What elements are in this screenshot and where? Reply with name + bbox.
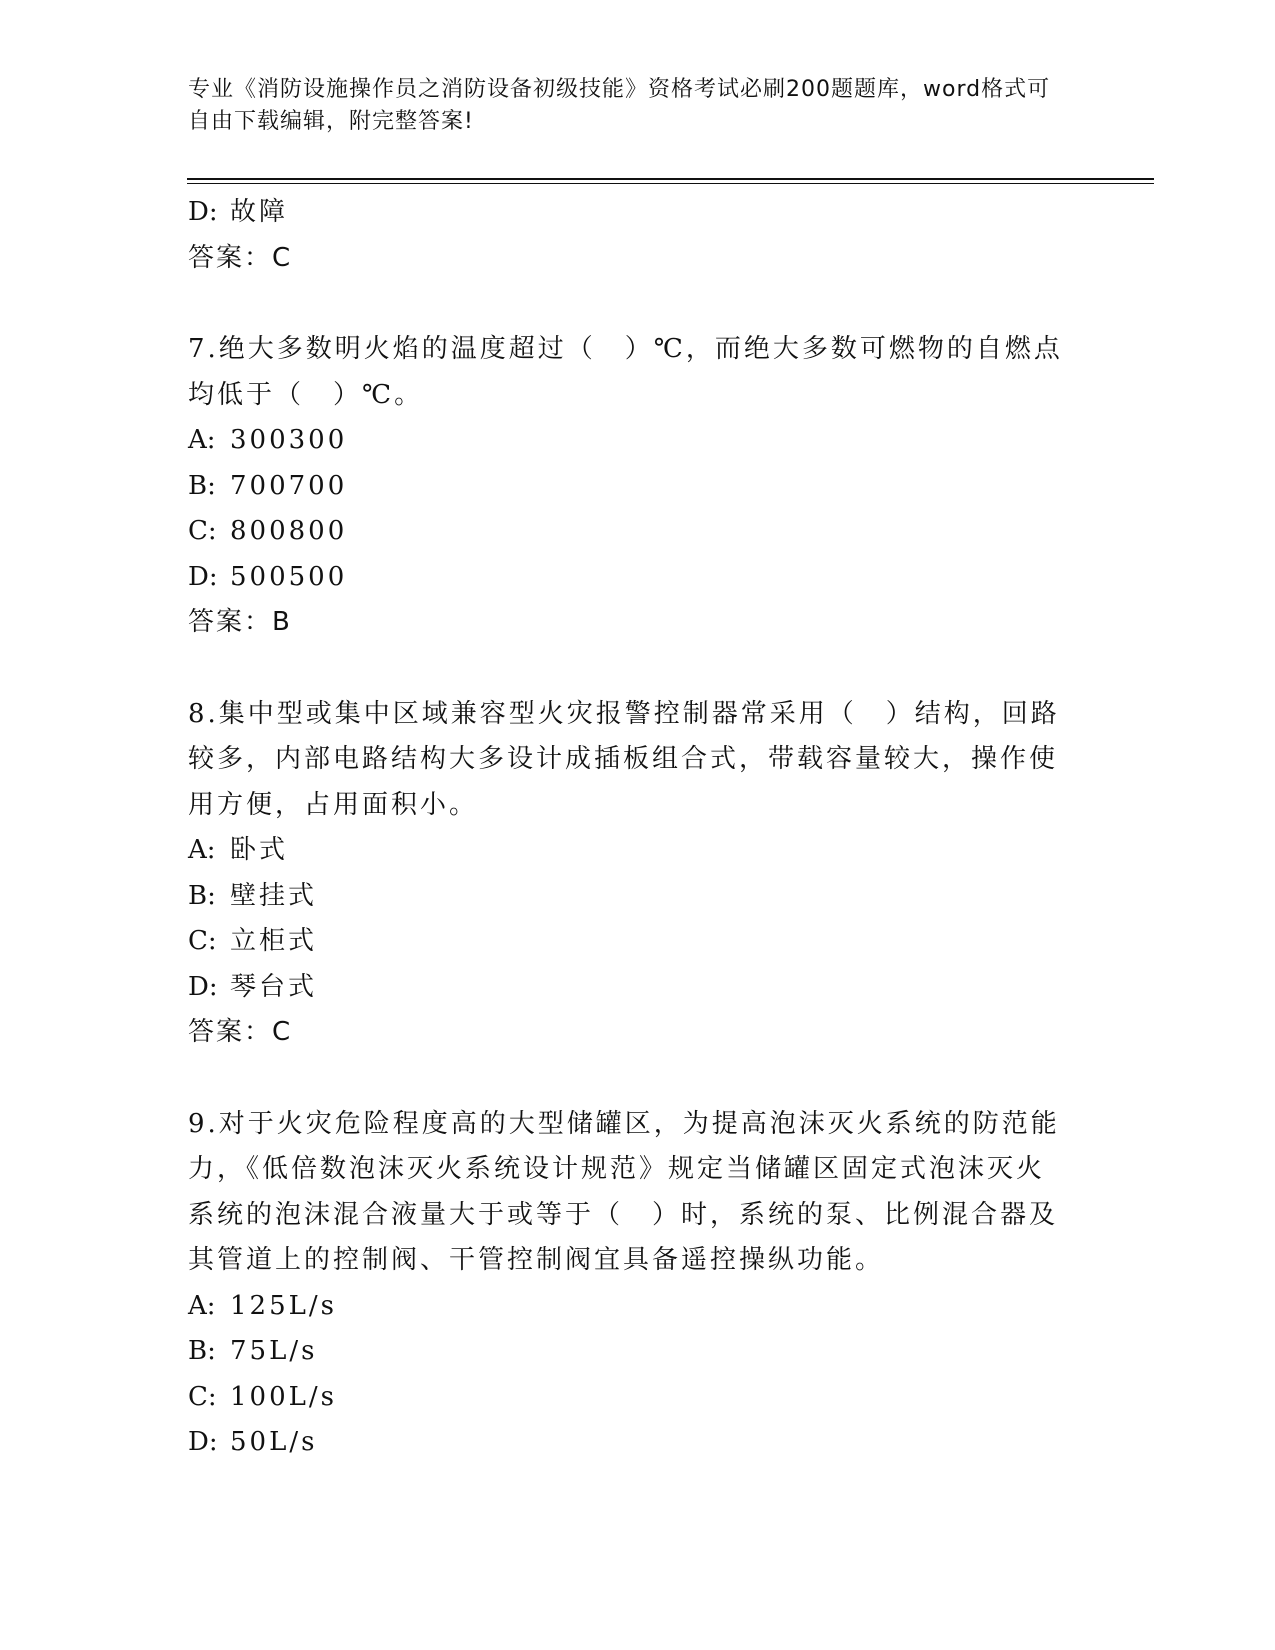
q8-option-d-text: 琴台式 bbox=[230, 971, 318, 1002]
q9-option-b-text: 75L/s bbox=[230, 1336, 318, 1366]
q7-option-c-label: C: bbox=[188, 516, 217, 546]
q9-option-a bbox=[188, 1284, 1068, 1330]
question-content bbox=[188, 190, 1068, 1466]
q8-option-d-label: D: bbox=[188, 971, 218, 1002]
q9-option-d bbox=[188, 1420, 1068, 1466]
q8-option-c bbox=[188, 919, 1068, 965]
q8-stem: 8.集中型或集中区域兼容型火灾报警控制器常采用（ ）结构，回路较多，内部电路结构大多设计成插板组合式，带载容量较大，操作使用方便，占用面积小。 bbox=[188, 698, 1060, 820]
q8-option-c-text: 立柜式 bbox=[230, 926, 318, 956]
q7-answer: 答案：B bbox=[188, 607, 292, 637]
q9-stem: 9.对于火灾危险程度高的大型储罐区，为提高泡沫灭火系统的防范能力，《低倍数泡沫灭火系统设计规范》规定当储罐区固定式泡沫灭火系统的泡沫混合液量大于或等于（ ）时，系统的泵、比例混合器及其管道上的控制阀、干管控制阀宜具备遥控操纵功能。 bbox=[188, 1108, 1060, 1275]
q7-option-d-label: D: bbox=[188, 561, 218, 592]
q6-option-d-label: D: bbox=[188, 197, 218, 227]
q9-option-b bbox=[188, 1329, 1068, 1375]
q9-option-c-text: 100L/s bbox=[230, 1381, 337, 1412]
q8-option-d bbox=[188, 965, 1068, 1011]
q6-option-d-text: 故障 bbox=[230, 197, 289, 227]
q8-option-b-text: 壁挂式 bbox=[230, 880, 318, 911]
header-divider-thick bbox=[187, 178, 1154, 180]
header-divider-thin bbox=[187, 183, 1154, 184]
document-header: 专业《消防设施操作员之消防设备初级技能》资格考试必刷200题题库，word格式可自由下载编辑，附完整答案! bbox=[188, 77, 1051, 134]
q7-option-b-text: 700700 bbox=[230, 470, 348, 501]
q7-option-a-text: 300300 bbox=[230, 425, 348, 455]
q6-answer: 答案：C bbox=[188, 242, 293, 273]
q9-option-a-label: A: bbox=[188, 1290, 216, 1321]
q8-answer: 答案：C bbox=[188, 1017, 293, 1047]
q9-option-b-label: B: bbox=[188, 1336, 216, 1366]
q7-stem: 7.绝大多数明火焰的温度超过（ ）℃，而绝大多数可燃物的自燃点均低于（ ）℃。 bbox=[188, 334, 1063, 410]
q7-option-d bbox=[188, 555, 1068, 601]
q7-option-a bbox=[188, 418, 1068, 464]
q7-option-a-label: A: bbox=[188, 425, 216, 455]
q7-option-b bbox=[188, 464, 1068, 510]
q8-option-c-label: C: bbox=[188, 926, 217, 956]
q7-option-b-label: B: bbox=[188, 470, 216, 501]
q7-option-d-text: 500500 bbox=[230, 561, 348, 592]
q9-option-d-text: 50L/s bbox=[230, 1427, 318, 1457]
q8-option-a bbox=[188, 828, 1068, 874]
q9-option-c-label: C: bbox=[188, 1381, 217, 1412]
q8-option-a-text: 卧式 bbox=[230, 835, 289, 865]
q6-option-d bbox=[188, 190, 1068, 236]
q9-option-a-text: 125L/s bbox=[230, 1290, 337, 1321]
q9-option-c bbox=[188, 1375, 1068, 1421]
q8-option-b bbox=[188, 874, 1068, 920]
q7-option-c-text: 800800 bbox=[230, 516, 348, 546]
q8-option-a-label: A: bbox=[188, 835, 216, 865]
q9-option-d-label: D: bbox=[188, 1427, 218, 1457]
q7-option-c bbox=[188, 509, 1068, 555]
q8-option-b-label: B: bbox=[188, 880, 216, 911]
